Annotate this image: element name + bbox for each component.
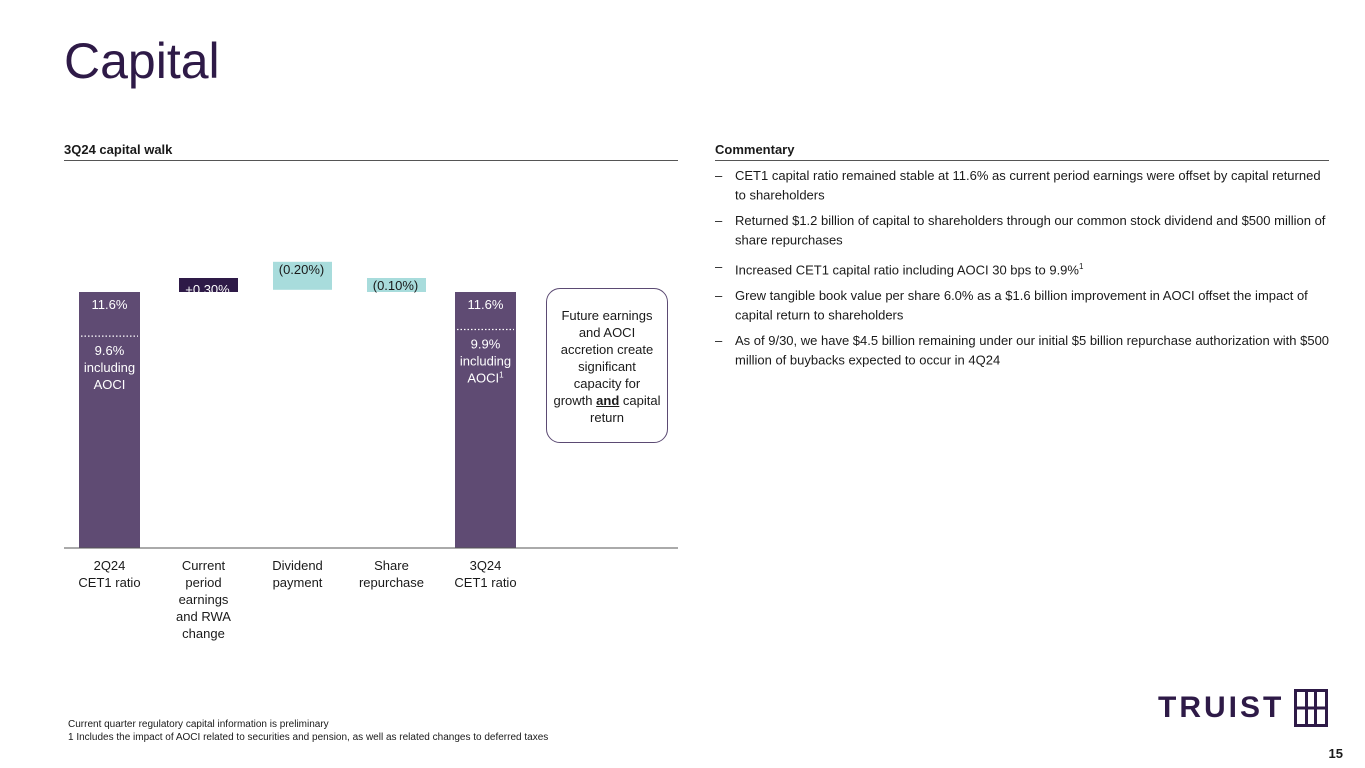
commentary-item xyxy=(715,288,1330,323)
category-label: 2Q24 xyxy=(93,558,126,573)
category-label: Current xyxy=(181,558,226,573)
category-label: change xyxy=(182,626,225,641)
category-label: CET1 ratio xyxy=(454,575,517,590)
commentary-item-text: As of 9/30, we have $4.5 billion remaining under our initial $5 billion repurchase authorization with $500 million of buybacks expected to occur in 4Q24 xyxy=(735,333,1330,368)
callout-text-2: capital return xyxy=(590,393,661,425)
commentary-heading: Commentary xyxy=(715,142,1329,161)
logo-wordmark: TRUIST xyxy=(1158,691,1285,724)
commentary-item-sup: 1 xyxy=(1078,261,1084,271)
category-label: payment xyxy=(272,575,323,590)
truist-logo xyxy=(1158,688,1328,728)
callout-bold-word: and xyxy=(596,393,620,408)
commentary-item xyxy=(715,333,1330,368)
commentary-item-text: Returned $1.2 billion of capital to shareholders through our common stock dividend and $500 million of share repurchases xyxy=(735,213,1326,248)
bar-value-label: (0.10%) xyxy=(372,278,419,293)
commentary-item xyxy=(715,213,1330,248)
callout-text-1: Future earnings and AOCI accretion create significant capacity for growth xyxy=(553,308,654,408)
commentary-item-text: CET1 capital ratio remained stable at 11.6% as current period earnings were offset by capital returned to shareholders xyxy=(735,168,1321,203)
bar-value-label: +0.30% xyxy=(185,282,230,297)
bar-0 xyxy=(79,292,140,548)
commentary-item-text: Grew tangible book value per share 6.0% as a $1.6 billion improvement in AOCI offset the impact of capital return to shareholders xyxy=(735,287,1308,323)
category-label: repurchase xyxy=(358,575,425,590)
category-label: earnings xyxy=(178,592,229,607)
bar-4 xyxy=(455,292,516,548)
footnote-preliminary: Current quarter regulatory capital information is preliminary xyxy=(68,719,329,730)
commentary-item-text: Increased CET1 capital ratio including AOCI 30 bps to 9.9% xyxy=(735,261,1079,277)
commentary-item xyxy=(715,168,1330,203)
category-label: Share xyxy=(374,558,409,573)
category-label: CET1 ratio xyxy=(78,575,141,590)
footnote-1: 1 Includes the impact of AOCI related to securities and pension, as well as related changes to deferred taxes xyxy=(68,732,549,743)
bar-value-label: 11.6% xyxy=(91,297,128,312)
bar-value-label: 11.6% xyxy=(467,297,504,312)
aoci-label: including xyxy=(83,360,136,376)
commentary-list xyxy=(715,168,1330,379)
category-label: and RWA xyxy=(176,609,231,624)
aoci-label: including xyxy=(459,353,512,369)
category-label: Dividend xyxy=(272,558,323,573)
commentary-item xyxy=(715,259,1330,278)
footnotes xyxy=(68,718,548,744)
category-label: period xyxy=(185,575,222,590)
category-label: 3Q24 xyxy=(469,558,502,573)
aoci-label: 9.9% xyxy=(470,336,501,352)
aoci-label: AOCI xyxy=(93,377,126,393)
page-title: Capital xyxy=(64,33,220,89)
chart-section-heading: 3Q24 capital walk xyxy=(64,142,678,161)
page-number: 15 xyxy=(1328,746,1343,761)
aoci-label: 9.6% xyxy=(94,343,125,359)
truist-mark-icon xyxy=(1294,689,1328,727)
aoci-footnote-marker: 1 xyxy=(499,370,504,380)
growth-callout xyxy=(546,288,668,443)
bar-value-label: (0.20%) xyxy=(278,261,325,277)
aoci-label: AOCI$^1$ xyxy=(467,370,504,386)
